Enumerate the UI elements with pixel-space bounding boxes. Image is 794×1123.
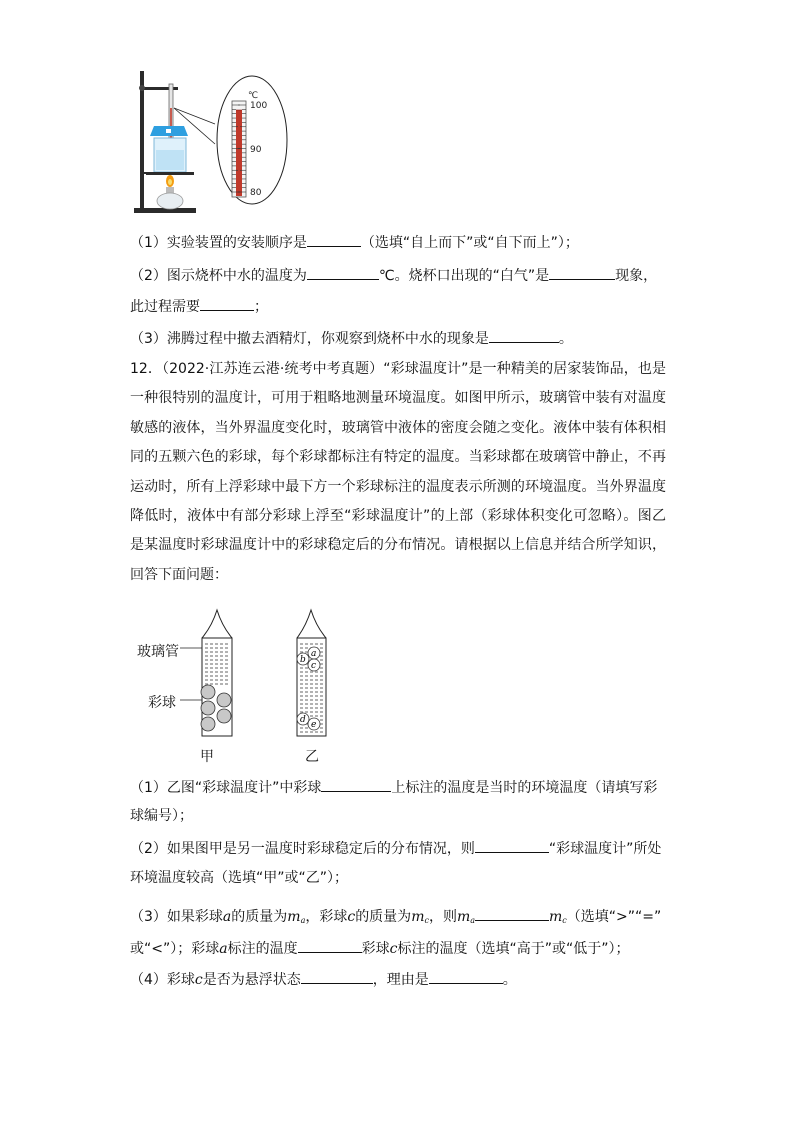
gauze [146,172,194,175]
caption-yi: 乙 [305,749,319,765]
tube-yi [297,610,326,736]
tick-label-90: 90 [250,145,262,155]
tick-label-80: 80 [250,188,262,198]
q12-part2: （2）如果图甲是另一温度时彩球稳定后的分布情况，则 “彩球温度计”所处 [130,838,661,859]
ball-jia-1 [201,685,215,699]
ball-jia-2 [201,701,215,715]
label-glass-tube: 玻璃管 [137,644,179,660]
q12-part4: （4）彩球c是否为悬浮状态 ，理由是 。 [130,969,517,990]
ball-label-c: c [311,661,317,671]
answer-blank[interactable] [549,265,615,280]
q11-part2-cont: 此过程需要 ； [130,296,268,317]
clamp-knob [139,85,145,91]
ball-jia-4 [217,693,231,707]
answer-blank[interactable] [307,265,379,280]
ball-label-d: d [300,715,306,725]
label-colored-ball: 彩球 [148,695,176,711]
answer-blank[interactable] [321,777,391,792]
q12-intro: 12．（2022·江苏连云港·统考中考真题）“彩球温度计”是一种精美的居家装饰品，也是一种很特别的温度计，可用于粗略地测量环境温度。如图甲所示，玻璃管中装有对温度敏感的液体，当外界温度变化时，玻璃管中液体的密度会随之变化。液体中装有体积相同的五颗六色的彩球，每个彩球都标注有特定的温度。当彩球都在玻璃管中静止，不再运动时，所有上浮彩球中最下方一个彩球标注的温度表示所测的环境温度。当外界温度降低时，液体中有部分彩球上浮至“彩球温度计”的上部（彩球体积变化可忽略）。图乙是某温度时彩球温度计中的彩球稳定后的分布情况。请根据以上信息并结合所学知识，回答下面问题： [130,361,666,583]
ball-label-e: e [311,720,317,730]
ball-label-a: a [311,649,317,659]
tube-jia [201,610,232,736]
ball-jia-5 [217,709,231,723]
ball-jia-3 [201,717,215,731]
answer-blank[interactable] [200,296,254,311]
thermometer-liquid [236,110,242,196]
q12-part1-cont: 球编号）； [130,808,193,824]
answer-blank[interactable] [307,232,361,247]
q12-part3: （3）如果彩球a的质量为$m_a$，彩球c的质量为$m_c$，则$m_a$ $m_c$（选填“>”“=” [130,906,661,931]
boiling-apparatus-figure [128,68,298,218]
q11-part2: （2）图示烧杯中水的温度为 ℃。烧杯口出现的“白气”是 现象， [130,265,657,286]
answer-blank[interactable] [475,906,549,921]
q12-part3-cont: 或“<”）；彩球a标注的温度 彩球c标注的温度（选填“高于”或“低于”）； [130,938,629,959]
answer-blank[interactable] [475,838,549,853]
q11-part1: （1）实验装置的安装顺序是 （选填“自上而下”或“自下而上”）； [130,232,579,253]
q11-part3: （3）沸腾过程中撤去酒精灯，你观察到烧杯中水的现象是 。 [130,328,573,349]
answer-blank[interactable] [301,969,373,984]
tick-label-100: 100 [250,101,268,111]
ball-thermometer-figure [180,604,340,744]
answer-blank[interactable] [489,328,559,343]
answer-blank[interactable] [298,938,362,953]
q12-part2-cont: 环境温度较高（选填“甲”或“乙”）； [130,870,349,886]
unit-label: ℃ [248,91,259,101]
stand-pole [140,71,144,209]
ball-label-b: b [300,655,306,665]
caption-jia: 甲 [200,749,214,765]
answer-blank[interactable] [429,969,503,984]
q12-part1: （1）乙图“彩球温度计”中彩球 上标注的温度是当时的环境温度（请填写彩 [130,777,657,798]
alcohol-lamp [166,187,174,193]
